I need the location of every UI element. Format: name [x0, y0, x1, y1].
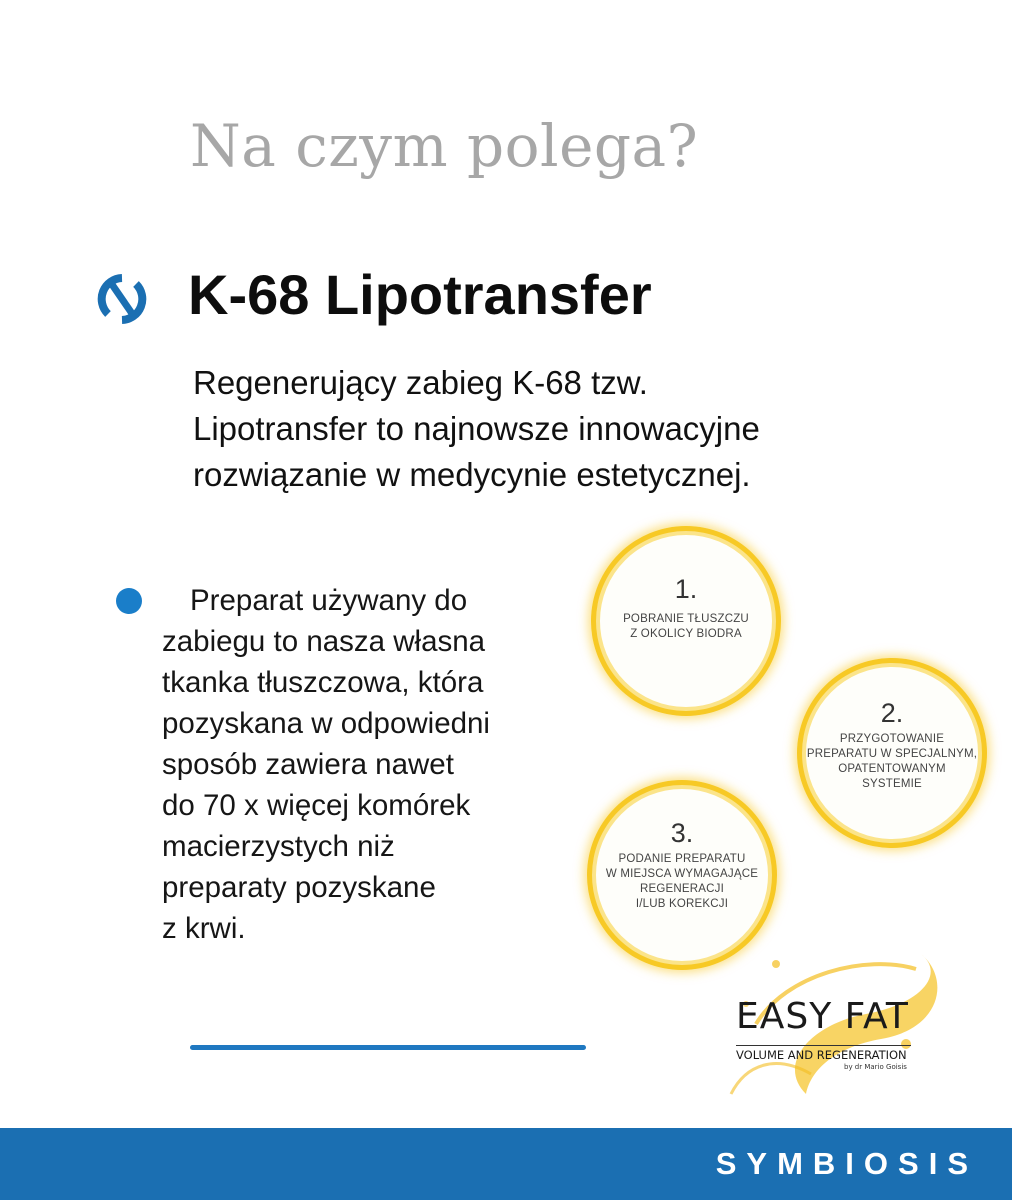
- intro-line: Lipotransfer to najnowsze innowacyjne: [193, 410, 760, 447]
- intro-line: Regenerujący zabieg K-68 tzw.: [193, 364, 648, 401]
- step-text-line: W MIEJSCA WYMAGAJĄCE: [605, 868, 759, 880]
- body-line: Preparat używany do: [190, 584, 468, 617]
- step-text: [797, 732, 987, 792]
- step-number: 3.: [670, 818, 694, 848]
- body-line: sposób zawiera nawet: [162, 748, 454, 781]
- main-title: K-68 Lipotransfer: [188, 263, 652, 326]
- step-text-line: POBRANIE TŁUSZCZU: [623, 613, 749, 625]
- step-text: [591, 612, 781, 642]
- symbiosis-logo-icon: [97, 274, 147, 324]
- body-line: pozyskana w odpowiedni: [162, 707, 490, 740]
- easy-fat-title: EASY FAT: [736, 996, 909, 1037]
- footer-bar: [0, 1128, 1012, 1200]
- bullet-dot-icon: [116, 588, 142, 614]
- step-number: 1.: [674, 574, 698, 604]
- easy-fat-rule: [736, 1045, 911, 1046]
- step-text-line: PREPARATU W SPECJALNYM,: [806, 748, 978, 760]
- page-heading: Na czym polega?: [190, 112, 699, 180]
- intro-paragraph: [193, 360, 953, 498]
- step-text-line: OPATENTOWANYM: [838, 763, 946, 775]
- body-line: z krwi.: [162, 912, 246, 945]
- step-text-line: SYSTEMIE: [862, 778, 922, 790]
- divider-line: [190, 1045, 586, 1050]
- step-text: [587, 852, 777, 912]
- body-line: tkanka tłuszczowa, która: [162, 666, 484, 699]
- easy-fat-byline: by dr Mario Goisis: [844, 1063, 907, 1071]
- body-paragraph: [162, 580, 582, 949]
- step-circle-3: [587, 780, 777, 970]
- easy-fat-subtitle: VOLUME AND REGENERATION: [736, 1048, 907, 1062]
- step-text-line: I/LUB KOREKCJI: [635, 898, 729, 910]
- step-text-line: REGENERACJI: [640, 883, 724, 895]
- step-text-line: PODANIE PREPARATU: [618, 853, 746, 865]
- easy-fat-logo: [716, 944, 952, 1104]
- step-circle-2: [797, 658, 987, 848]
- body-line: do 70 x więcej komórek: [162, 789, 471, 822]
- body-line: macierzystych niż: [162, 830, 395, 863]
- intro-line: rozwiązanie w medycynie estetycznej.: [193, 456, 751, 493]
- step-number: 2.: [880, 698, 904, 728]
- step-text-line: Z OKOLICY BIODRA: [630, 628, 742, 640]
- step-text-line: PRZYGOTOWANIE: [839, 733, 945, 745]
- step-circle-1: [591, 526, 781, 716]
- brand-name: SYMBIOSIS: [715, 1146, 978, 1181]
- body-line: preparaty pozyskane: [162, 871, 436, 904]
- body-line: zabiegu to nasza własna: [162, 625, 486, 658]
